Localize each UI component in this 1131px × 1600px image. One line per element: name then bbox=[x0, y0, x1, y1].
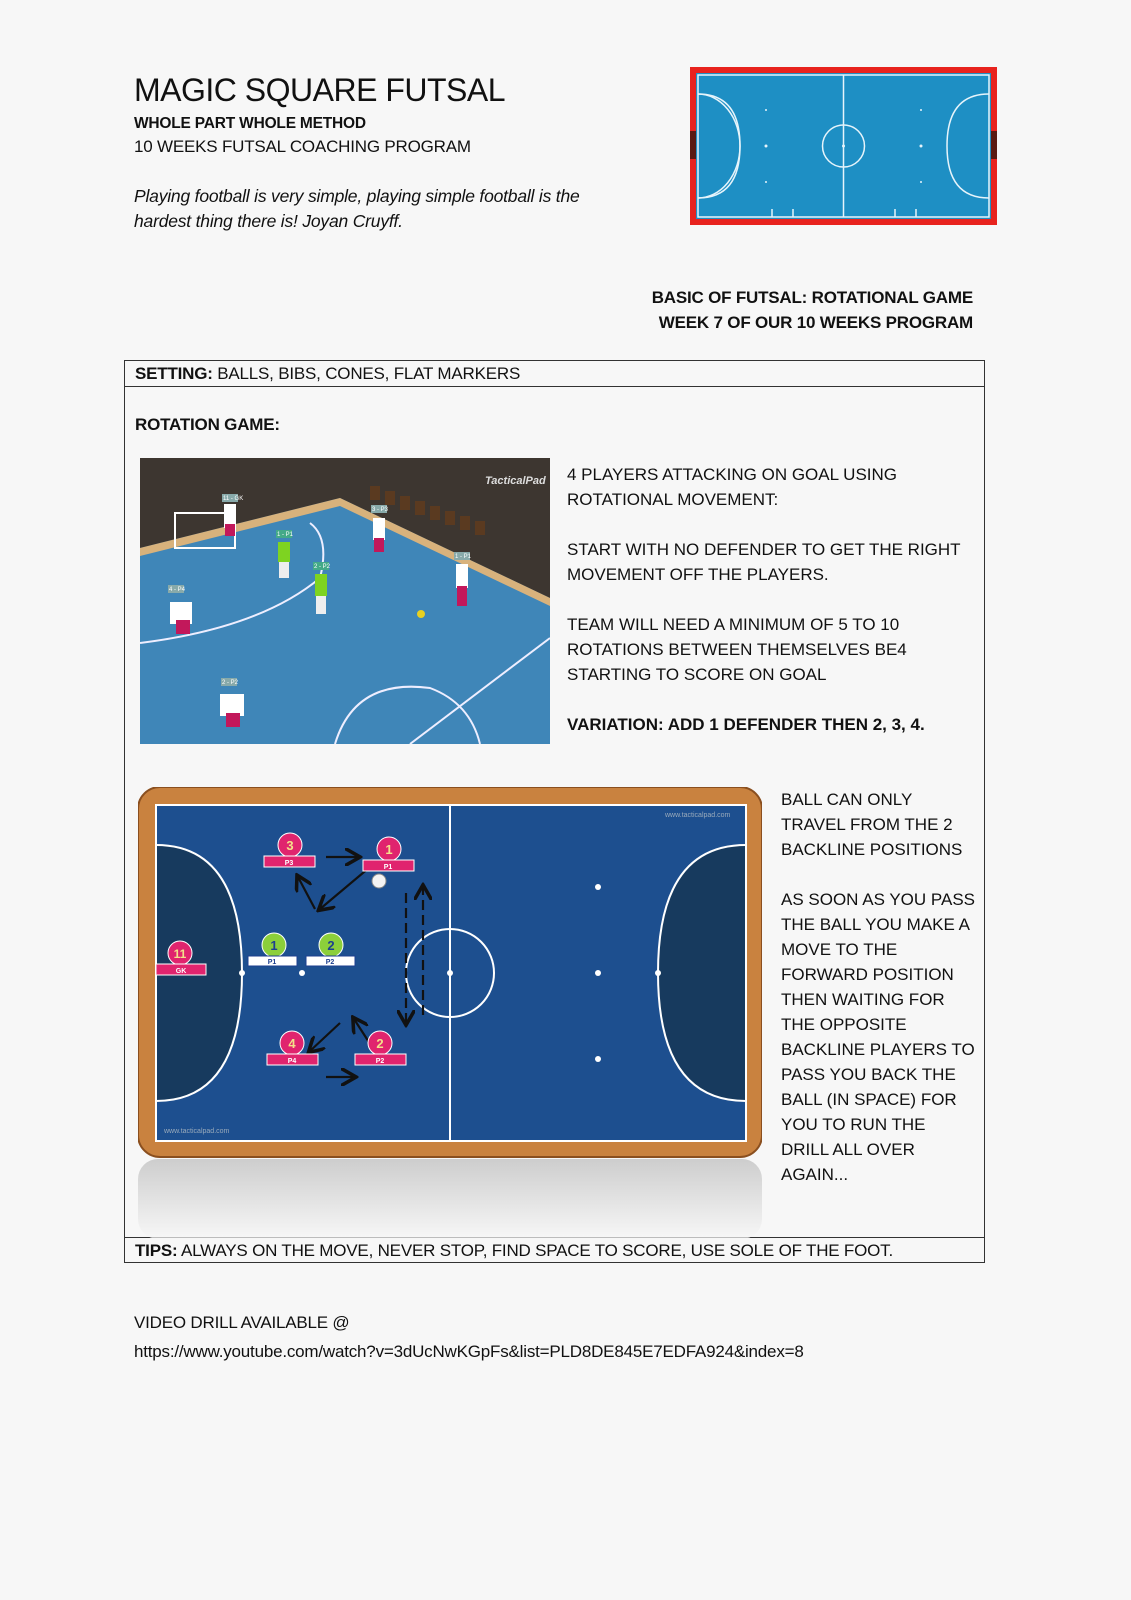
player-tag: 2 - P2 bbox=[314, 564, 331, 570]
section-title: ROTATION GAME: bbox=[135, 415, 280, 434]
player-tag: 3 - P3 bbox=[372, 507, 389, 513]
svg-text:P1: P1 bbox=[383, 864, 393, 871]
svg-text:1: 1 bbox=[385, 842, 393, 857]
rules-line: BACKLINE POSITIONS bbox=[781, 840, 963, 859]
description-line: TEAM WILL NEED A MINIMUM OF 5 TO 10 bbox=[567, 615, 900, 634]
court-diagram-icon bbox=[690, 67, 997, 225]
svg-text:P2: P2 bbox=[375, 1058, 385, 1065]
player-tag: 11 - GK bbox=[223, 496, 244, 502]
rules-text bbox=[781, 787, 975, 1187]
description-line: MOVEMENT OFF THE PLAYERS. bbox=[567, 565, 829, 584]
variation-text: VARIATION: ADD 1 DEFENDER THEN 2, 3, 4. bbox=[567, 715, 925, 734]
rules-line: THE OPPOSITE bbox=[781, 1015, 907, 1034]
svg-text:11: 11 bbox=[173, 947, 187, 961]
tips-row bbox=[135, 1238, 893, 1263]
tips-label: TIPS: bbox=[135, 1241, 178, 1260]
rules-line: YOU TO RUN THE bbox=[781, 1115, 926, 1134]
quote-line-2: hardest thing there is! Joyan Cruyff. bbox=[134, 211, 403, 231]
ball-icon bbox=[417, 610, 425, 618]
svg-text:P3: P3 bbox=[284, 860, 294, 867]
svg-text:2: 2 bbox=[376, 1036, 384, 1051]
rules-line: DRILL ALL OVER bbox=[781, 1140, 915, 1159]
description bbox=[567, 462, 961, 737]
program-name: 10 WEEKS FUTSAL COACHING PROGRAM bbox=[134, 137, 471, 156]
topic-line-1: BASIC OF FUTSAL: ROTATIONAL GAME bbox=[651, 288, 973, 307]
svg-text:P4: P4 bbox=[287, 1058, 297, 1065]
video-link[interactable]: https://www.youtube.com/watch?v=3dUcNwKGpFs&list=PLD8DE845E7EDFA924&index=8 bbox=[134, 1342, 804, 1361]
description-line: START WITH NO DEFENDER TO GET THE RIGHT bbox=[567, 540, 961, 559]
rules-line: BALL (IN SPACE) FOR bbox=[781, 1090, 957, 1109]
photo-watermark: TacticalPad bbox=[485, 475, 546, 487]
rules-line: TRAVEL FROM THE 2 bbox=[781, 815, 953, 834]
rules-line: BALL CAN ONLY bbox=[781, 790, 913, 809]
page-title: MAGIC SQUARE FUTSAL bbox=[134, 72, 505, 108]
description-line: ROTATIONS BETWEEN THEMSELVES BE4 bbox=[567, 640, 907, 659]
diagram-watermark: www.tacticalpad.com bbox=[665, 812, 731, 819]
quote-line-1: Playing football is very simple, playing simple football is the bbox=[134, 186, 580, 206]
rules-line: THE BALL YOU MAKE A bbox=[781, 915, 970, 934]
svg-text:P1: P1 bbox=[267, 959, 277, 966]
rules-line: AS SOON AS YOU PASS bbox=[781, 890, 975, 909]
drill-box bbox=[124, 360, 985, 1263]
rules-line: AGAIN... bbox=[781, 1165, 849, 1184]
description-line: 4 PLAYERS ATTACKING ON GOAL USING bbox=[567, 465, 898, 484]
rotation-pitch-diagram bbox=[138, 787, 762, 1239]
description-line: STARTING TO SCORE ON GOAL bbox=[567, 665, 827, 684]
svg-text:3: 3 bbox=[286, 838, 294, 853]
svg-text:GK: GK bbox=[175, 968, 187, 975]
rules-line: THEN WAITING FOR bbox=[781, 990, 945, 1009]
diagram-watermark: www.tacticalpad.com bbox=[164, 1128, 230, 1135]
rules-line: FORWARD POSITION bbox=[781, 965, 954, 984]
description-line: ROTATIONAL MOVEMENT: bbox=[567, 490, 779, 509]
player-tag: 4 - P4 bbox=[169, 587, 186, 593]
divider bbox=[125, 386, 984, 387]
svg-text:4: 4 bbox=[288, 1036, 296, 1051]
video-label: VIDEO DRILL AVAILABLE @ bbox=[134, 1313, 350, 1332]
setting-label: SETTING: bbox=[135, 364, 213, 383]
rules-line: BACKLINE PLAYERS TO bbox=[781, 1040, 975, 1059]
rotation-game-photo bbox=[140, 458, 550, 744]
player-tag: 1 - P1 bbox=[455, 554, 472, 560]
rules-line: PASS YOU BACK THE bbox=[781, 1065, 956, 1084]
player-tag: 1 - P1 bbox=[277, 532, 294, 538]
svg-text:2: 2 bbox=[327, 938, 335, 953]
setting-row bbox=[135, 361, 520, 386]
topic-line-2: WEEK 7 OF OUR 10 WEEKS PROGRAM bbox=[658, 313, 973, 332]
player-tag: 2 - P2 bbox=[222, 680, 239, 686]
ball-icon bbox=[372, 874, 386, 888]
svg-text:P2: P2 bbox=[325, 959, 335, 966]
rules-line: MOVE TO THE bbox=[781, 940, 898, 959]
tips-value: ALWAYS ON THE MOVE, NEVER STOP, FIND SPACE TO SCORE, USE SOLE OF THE FOOT. bbox=[177, 1241, 893, 1260]
svg-text:1: 1 bbox=[270, 938, 278, 953]
subtitle: WHOLE PART WHOLE METHOD bbox=[134, 115, 366, 132]
setting-value: BALLS, BIBS, CONES, FLAT MARKERS bbox=[212, 364, 521, 383]
